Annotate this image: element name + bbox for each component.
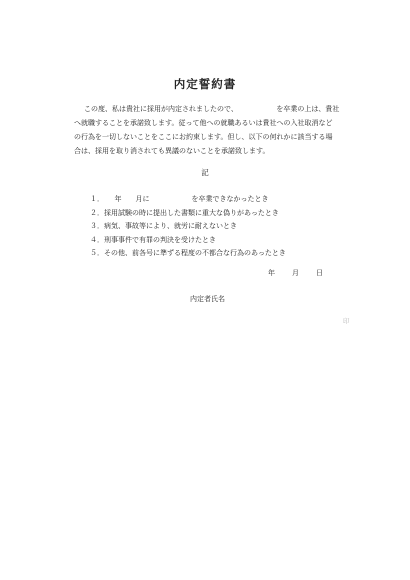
paragraph-line: 合は、採用を取り消されても異議のないことを承諾致します。 (74, 147, 270, 155)
condition-item: ２．採用試験の時に提出した書類に重大な偽りがあったとき (90, 208, 279, 217)
date-month-label: 月 (292, 269, 299, 277)
body-paragraph (74, 102, 354, 158)
condition-item: １． 年 月に を卒業できなかったとき (90, 195, 269, 203)
signer-name-label: 内定者氏名 (190, 295, 225, 303)
condition-list (90, 193, 370, 261)
date-year-label: 年 (268, 269, 275, 277)
paragraph-line: へ就職することを承諾致します。従って他への就職あるいは貴社への入社取消など (74, 119, 333, 127)
condition-item: ５．その他、前各号に準ずる程度の不都合な行為のあったとき (90, 249, 286, 257)
date-line (268, 268, 323, 278)
date-day-label: 日 (316, 269, 323, 277)
ki-heading: 記 (201, 168, 209, 177)
condition-item: ４．刑事事件で有罪の判決を受けたとき (90, 235, 216, 244)
paragraph-line: この度、私は貴社に採用が内定されましたので、 を卒業の上は、貴社 (84, 105, 340, 113)
condition-item: ３．病気、事故等により、就労に耐えないとき (90, 222, 237, 230)
paragraph-line: の行為を一切しないことをここにお約束します。但し、以下の何れかに該当する場 (74, 133, 333, 141)
document-title: 内定誓約書 (173, 77, 237, 91)
seal-mark: 印 (343, 317, 350, 325)
